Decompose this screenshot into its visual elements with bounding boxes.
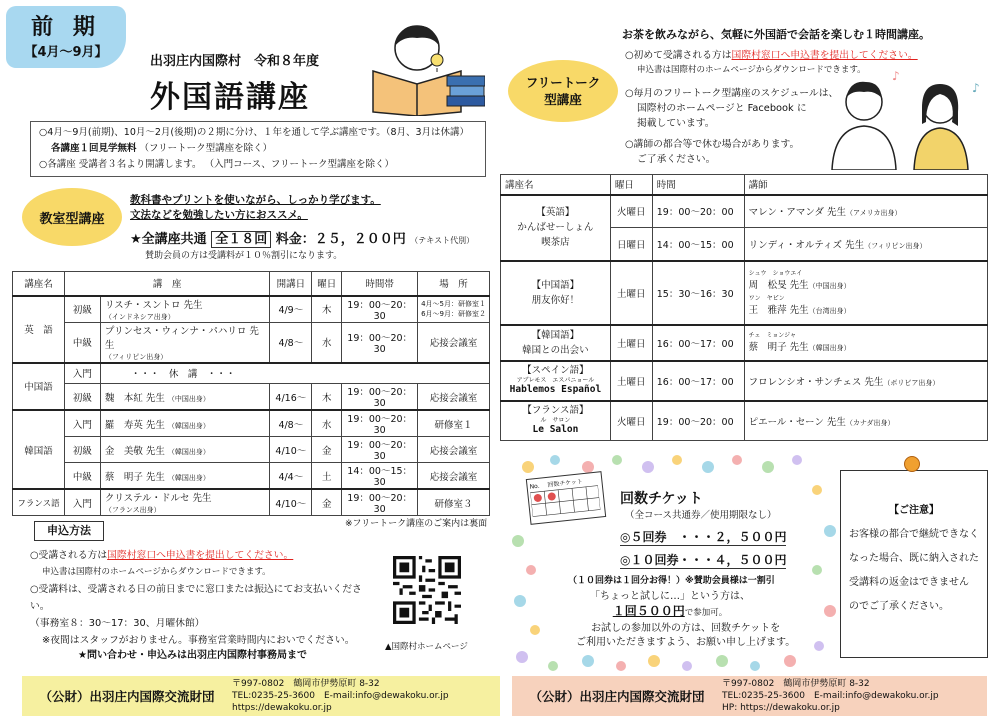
- teacher-cell: [100, 410, 270, 437]
- freetalk-table: [500, 174, 988, 441]
- level-cell: 入門: [64, 489, 100, 516]
- decor-dot: [550, 455, 560, 465]
- ticket-trial: [590, 590, 750, 620]
- course-lang: 【フランス語】: [522, 405, 589, 417]
- decor-dot: [582, 655, 594, 667]
- day-cell: 火曜日: [610, 195, 652, 228]
- teacher-name: 周 松旻 先生: [748, 279, 809, 291]
- teacher-origin: （韓国出身）: [167, 447, 210, 456]
- table-row: [13, 489, 490, 516]
- apply-line-1b: 国際村窓口へ申込書を提出してください。: [107, 550, 294, 561]
- decor-dot: [616, 661, 626, 671]
- teacher-origin: （フィリピン出身）: [864, 241, 927, 250]
- ticket-10-price: ◎１０回券・・・４，５００円: [620, 553, 787, 567]
- course-table: [12, 271, 490, 516]
- teacher-cell: [744, 261, 987, 325]
- day-cell: 木: [312, 296, 342, 323]
- time-cell: 14：00～15：00: [652, 228, 744, 261]
- ticket-other-2: ご利用いただきますよう、お願い申し上げます。: [576, 637, 796, 648]
- col-header: 時間: [652, 175, 744, 195]
- qr-caption: ▲国際村ホームページ: [385, 642, 468, 652]
- col-header: 場 所: [418, 272, 490, 296]
- freetalk-note: ※フリートーク講座のご案内は裏面: [345, 519, 488, 529]
- teacher-origin: （中国出身）: [167, 394, 210, 403]
- level-cell: 初級: [64, 296, 100, 323]
- col-header: 開講日: [270, 272, 312, 296]
- course-ruby: アブレモス エスパニョール: [516, 377, 595, 384]
- ticket-card-illustration: [526, 471, 606, 525]
- decor-dot: [750, 661, 760, 671]
- course-cell: [501, 361, 611, 401]
- decor-dot: [512, 535, 524, 547]
- decor-dot: [682, 661, 692, 671]
- pushpin-icon: [904, 456, 920, 472]
- course-lang: 【英語】: [536, 207, 575, 218]
- caution-box: [840, 470, 988, 658]
- classroom-description: [130, 193, 381, 223]
- table-row: [13, 384, 490, 411]
- footer-address-block: [232, 678, 449, 714]
- col-header: 講師: [744, 175, 987, 195]
- col-header: 曜日: [610, 175, 652, 195]
- time-cell: 19：00～20：00: [652, 401, 744, 441]
- teacher-origin: （韓国出身）: [167, 473, 210, 482]
- col-header: 講座名: [501, 175, 611, 195]
- place-1: 4月～5月：研修室１: [421, 300, 486, 308]
- table-row: [501, 261, 988, 325]
- table-row: [13, 322, 490, 363]
- fee-amount: 料金：２５，２００円: [275, 232, 406, 247]
- place-cell: 応接会議室: [418, 384, 490, 411]
- table-row: [13, 363, 490, 384]
- intro-min-students-note: （入門コース、フリートーク型講座を除く）: [204, 159, 395, 170]
- teacher-origin: （台湾出身）: [808, 306, 851, 315]
- table-row: [501, 325, 988, 361]
- freetalk-lead: お茶を飲みながら、気軽に外国語で会話を楽しむ１時間講座。: [622, 28, 930, 41]
- decor-dot: [516, 651, 528, 663]
- fee-prefix: ★全講座共通: [130, 232, 207, 247]
- fee-count: 全１８回: [211, 231, 271, 248]
- apply-label: 申込方法: [34, 521, 104, 541]
- time-cell: 16：00～17：00: [652, 361, 744, 401]
- freetalk-note-2b: 国際村のホームページと Facebook に: [637, 103, 807, 114]
- decor-dot: [762, 461, 774, 473]
- footer-org: （公財）出羽庄内国際交流財団: [39, 689, 215, 704]
- teacher-name: プリンセス・ウィンナ・パハリロ 先生: [104, 325, 259, 351]
- teacher-origin: （アメリカ出身）: [845, 209, 902, 218]
- day-cell: 日曜日: [610, 228, 652, 261]
- lang-cell: フランス語: [13, 489, 65, 516]
- classroom-type-badge: 教室型講座: [22, 188, 122, 246]
- apply-line-3: ○受講料は、受講される日の前日までに窓口または振込にてお支払いください。: [30, 584, 362, 612]
- start-cell: 4/8～: [270, 322, 312, 363]
- intro-free-trial-note: （フリートーク型講座を除く）: [139, 143, 273, 154]
- teacher-name: 金 美敬 先生: [104, 445, 165, 457]
- teacher-cell: [744, 401, 987, 441]
- classroom-desc-2: 文法などを勉強したい方におススメ。: [130, 209, 308, 221]
- caution-line-1: お客様の都合で継続できなく: [849, 529, 979, 540]
- caution-line-3: 受講料の返金はできません: [849, 577, 969, 588]
- course-name: 韓国との出会い: [522, 344, 589, 356]
- ticket-trial-price: １回５００円: [612, 604, 685, 618]
- teacher-name: マレン・アマンダ 先生: [748, 207, 846, 219]
- table-header-row: [13, 272, 490, 296]
- course-name: かんばせーしょん: [517, 222, 594, 233]
- course-cell: [501, 325, 611, 361]
- level-cell: 初級: [64, 437, 100, 463]
- freetalk-note-2: ○毎月のフリートーク型講座のスケジュールは、: [625, 88, 839, 99]
- level-cell: 初級: [64, 384, 100, 411]
- classroom-desc-1: 教科書やプリントを使いながら、しっかり学びます。: [130, 194, 381, 206]
- teacher-name: 蔡 明子 先生: [748, 342, 809, 353]
- ticket-card-title: 回数チケット: [547, 478, 584, 489]
- teacher-name: 王 雅萍 先生: [748, 304, 809, 316]
- ticket-subtitle: （全コース共通券／使用期限なし）: [625, 510, 777, 521]
- reading-person-illustration: [355, 16, 485, 116]
- teacher-cell: [744, 195, 987, 228]
- level-cell: 入門: [64, 363, 100, 384]
- footer-web[interactable]: https://dewakoku.or.jp: [232, 703, 332, 713]
- table-row: [501, 361, 988, 401]
- course-lang: 【韓国語】: [531, 329, 580, 341]
- freetalk-note-3: ○講師の都合等で休む場合があります。: [625, 139, 800, 150]
- decor-dot: [784, 655, 796, 667]
- svg-text:♪: ♪: [972, 81, 980, 95]
- decor-dot: [812, 565, 822, 575]
- decor-dot: [526, 565, 536, 575]
- fee-note: （テキスト代別）: [410, 236, 475, 245]
- lang-cell: 韓国語: [13, 410, 65, 489]
- qr-code[interactable]: [393, 556, 461, 624]
- start-cell: 4/16～: [270, 384, 312, 411]
- place-cell: 研修室３: [418, 489, 490, 516]
- time-cell: 14：00～15：30: [342, 463, 418, 490]
- freetalk-note-1c: 申込書は国際村のホームページからダウンロードできます。: [637, 65, 866, 75]
- course-lang: 【中国語】: [531, 279, 580, 291]
- time-cell: 19：00～20：30: [342, 437, 418, 463]
- teacher-origin: （カナダ出身）: [845, 418, 895, 427]
- day-cell: 木: [312, 384, 342, 411]
- footer-address-block: [722, 678, 939, 714]
- teacher-cell: [100, 322, 270, 363]
- teacher-name: 蔡 明子 先生: [104, 471, 165, 483]
- decor-dot: [648, 655, 660, 667]
- decor-dot: [792, 455, 802, 465]
- teacher-cell: [744, 325, 987, 361]
- time-cell: 16：00～17：00: [652, 325, 744, 361]
- teacher-origin: （フランス出身）: [104, 506, 161, 514]
- term-badge: [6, 6, 126, 68]
- course-lang: 【スペイン語】: [522, 365, 589, 376]
- decor-dot: [514, 595, 526, 607]
- ticket-trial-suffix: で参加可。: [684, 608, 728, 618]
- course-name: Le Salon: [532, 424, 579, 436]
- decor-dot: [824, 525, 836, 537]
- teacher-origin: （韓国出身）: [167, 421, 210, 430]
- ticket-title: 回数チケット: [620, 491, 703, 507]
- col-header: 時間帯: [342, 272, 418, 296]
- freetalk-note-1a: ○初めて受講される方は: [625, 50, 732, 61]
- ticket-trial-text: 「ちょっと試しに…」という方は、: [590, 591, 750, 602]
- freetalk-label: フリートーク型講座: [525, 75, 601, 107]
- day-cell: 水: [312, 410, 342, 437]
- teacher-origin: （中国出身）: [808, 281, 851, 290]
- decor-dot: [824, 605, 836, 617]
- table-row: [501, 195, 988, 228]
- footer-right: [512, 676, 987, 716]
- teacher-name: リスチ・スントロ 先生: [104, 299, 203, 311]
- course-name: Hablemos Español: [509, 384, 602, 395]
- ticket-condition: （１０回券は１回分お得！）※賛助会員様は一割引: [568, 576, 775, 586]
- decor-dot: [814, 641, 824, 651]
- day-cell: 土曜日: [610, 361, 652, 401]
- teacher-ruby: チェ ミョンジャ: [748, 332, 797, 339]
- freetalk-type-badge: [508, 60, 618, 122]
- term-months: 【4月～9月】: [24, 45, 108, 60]
- decor-dot: [812, 485, 822, 495]
- teacher-cell: [100, 489, 270, 516]
- course-cell: [501, 261, 611, 325]
- caution-title: 【ご注意】: [889, 505, 939, 516]
- teacher-origin: （フィリピン出身）: [104, 352, 168, 361]
- decor-dot: [672, 455, 682, 465]
- apply-line-2: 申込書は国際村のホームページからダウンロードできます。: [42, 567, 271, 577]
- table-row: [501, 401, 988, 441]
- footer-org: （公財）出羽庄内国際交流財団: [529, 689, 705, 704]
- table-row: [13, 463, 490, 490]
- teacher-cell: [744, 228, 987, 261]
- day-cell: 金: [312, 437, 342, 463]
- teacher-name: 魏 本紅 先生: [104, 392, 165, 404]
- place-cell: 応接会議室: [418, 322, 490, 363]
- start-cell: 4/10～: [270, 437, 312, 463]
- teacher-name: 羅 寿英 先生: [104, 419, 165, 431]
- ticket-5-price: ◎５回券 ・・・２，５００円: [620, 530, 787, 544]
- time-cell: 19：00～20：30: [342, 410, 418, 437]
- term-label: 前 期: [31, 15, 101, 40]
- caution-line-4: のでご了承ください。: [849, 601, 949, 612]
- footer-tel: TEL:0235-25-3600 E-mail:info@dewakoku.or.jp: [232, 691, 449, 701]
- start-cell: 4/9～: [270, 296, 312, 323]
- svg-text:♪: ♪: [892, 69, 900, 83]
- col-header: 曜日: [312, 272, 342, 296]
- decor-dot: [548, 661, 558, 671]
- course-cell: [501, 195, 611, 261]
- lang-cell: 英 語: [13, 296, 65, 363]
- apply-body: [30, 547, 380, 649]
- level-cell: 入門: [64, 410, 100, 437]
- teacher-cell: [100, 384, 270, 411]
- apply-line-4: （事務室８：30～17：30、月曜休館）: [30, 618, 205, 629]
- footer-left: [22, 676, 500, 716]
- table-row: [13, 296, 490, 323]
- decor-dot: [702, 461, 714, 473]
- place-2: 6月～9月：研修室２: [421, 310, 486, 318]
- place-cell: 応接会議室: [418, 437, 490, 463]
- teacher-name: クリステル・ドルセ 先生: [104, 493, 212, 504]
- caution-line-2: なった場合、既に納入された: [849, 553, 979, 564]
- member-discount: 賛助会員の方は受講料が１０％割引になります。: [145, 251, 343, 261]
- decor-dot: [612, 455, 622, 465]
- teacher-origin: （ボリビア出身）: [883, 378, 940, 387]
- decor-dot: [530, 625, 540, 635]
- time-cell: 19：00～20：30: [342, 489, 418, 516]
- footer-address: 〒997-0802 鶴岡市伊勢原町 8-32: [722, 679, 870, 689]
- page-title: 外国語講座: [150, 80, 310, 115]
- course-ruby: ル サロン: [540, 417, 571, 425]
- day-cell: 金: [312, 489, 342, 516]
- teacher-origin: （インドネシア出身）: [104, 312, 175, 321]
- freetalk-note-2c: 掲載しています。: [637, 118, 715, 129]
- place-cell: [418, 296, 490, 323]
- fee-line: [130, 228, 474, 247]
- decor-dot: [716, 655, 728, 667]
- intro-box: [30, 121, 486, 177]
- apply-line-1a: ○受講される方は: [30, 550, 108, 561]
- freetalk-note-3b: ご了承ください。: [637, 154, 716, 165]
- teacher-name: ピエール・セーン 先生: [748, 416, 846, 428]
- teacher-cell: [100, 296, 270, 323]
- intro-free-trial: 各講座１回見学無料: [51, 143, 137, 154]
- time-cell: 15：30～16：30: [652, 261, 744, 325]
- col-header: 講 座: [64, 272, 269, 296]
- course-cell: [501, 401, 611, 441]
- teacher-origin: （韓国出身）: [808, 344, 851, 352]
- place-cell: 研修室１: [418, 410, 490, 437]
- time-cell: 19：00～20：30: [342, 296, 418, 323]
- day-cell: 土曜日: [610, 325, 652, 361]
- time-cell: 19：00～20：30: [342, 322, 418, 363]
- decor-dot: [642, 461, 654, 473]
- course-name-2: 喫茶店: [541, 237, 570, 248]
- lang-cell: 中国語: [13, 363, 65, 411]
- org-year: 出羽庄内国際村 令和８年度: [150, 54, 320, 69]
- start-cell: 4/8～: [270, 410, 312, 437]
- day-cell: 水: [312, 322, 342, 363]
- footer-tel: TEL:0235-25-3600 E-mail:info@dewakoku.or.jp: [722, 691, 939, 701]
- place-cell: 応接会議室: [418, 463, 490, 490]
- intro-min-students: ○各講座 受講者３名より開講します。: [39, 159, 202, 170]
- teacher-cell: [100, 437, 270, 463]
- ticket-card-grid: [530, 484, 601, 519]
- teacher-ruby: シュウ ショウエイ: [748, 269, 803, 277]
- apply-contact: ★問い合わせ・申込みは出羽庄内国際村事務局まで: [78, 650, 307, 661]
- table-row: [13, 437, 490, 463]
- closed-cell: ・・・ 休 講 ・・・: [100, 363, 489, 384]
- teacher-name: リンディ・オルティズ 先生: [748, 239, 865, 251]
- col-header: 講座名: [13, 272, 65, 296]
- teacher-cell: [100, 463, 270, 490]
- level-cell: 中級: [64, 463, 100, 490]
- start-cell: 4/10～: [270, 489, 312, 516]
- conversation-illustration: [822, 62, 992, 170]
- decor-dot: [732, 455, 742, 465]
- footer-hp[interactable]: HP: https://dewakoku.or.jp: [722, 703, 840, 713]
- footer-address: 〒997-0802 鶴岡市伊勢原町 8-32: [232, 679, 380, 689]
- time-cell: 19：00～20：30: [342, 384, 418, 411]
- ticket-card-no: No.: [529, 482, 540, 491]
- intro-line-1: ○4月～9月(前期)、10月～2月(後期)の２期に分け、１年を通して学ぶ講座です。（8月、3月は休講）: [39, 127, 470, 138]
- course-name: 朋友你好！: [531, 294, 580, 306]
- start-cell: 4/4～: [270, 463, 312, 490]
- table-row: [13, 410, 490, 437]
- time-cell: 19：00～20：00: [652, 195, 744, 228]
- table-header-row: [501, 175, 988, 195]
- freetalk-note-1b: 国際村窓口へ申込書を提出してください。: [731, 50, 918, 61]
- teacher-name: フロレンシオ・サンチェス 先生: [748, 376, 884, 388]
- ticket-other: [576, 622, 795, 650]
- teacher-ruby: ワン ヤピン: [748, 294, 785, 302]
- decor-dot: [522, 461, 534, 473]
- apply-line-5: ※夜間はスタッフがおりません。事務室営業時間内においでください。: [42, 635, 355, 646]
- level-cell: 中級: [64, 322, 100, 363]
- ticket-other-1: お試しの参加以外の方は、回数チケットを: [591, 623, 781, 634]
- day-cell: 土: [312, 463, 342, 490]
- day-cell: 火曜日: [610, 401, 652, 441]
- day-cell: 土曜日: [610, 261, 652, 325]
- teacher-cell: [744, 361, 987, 401]
